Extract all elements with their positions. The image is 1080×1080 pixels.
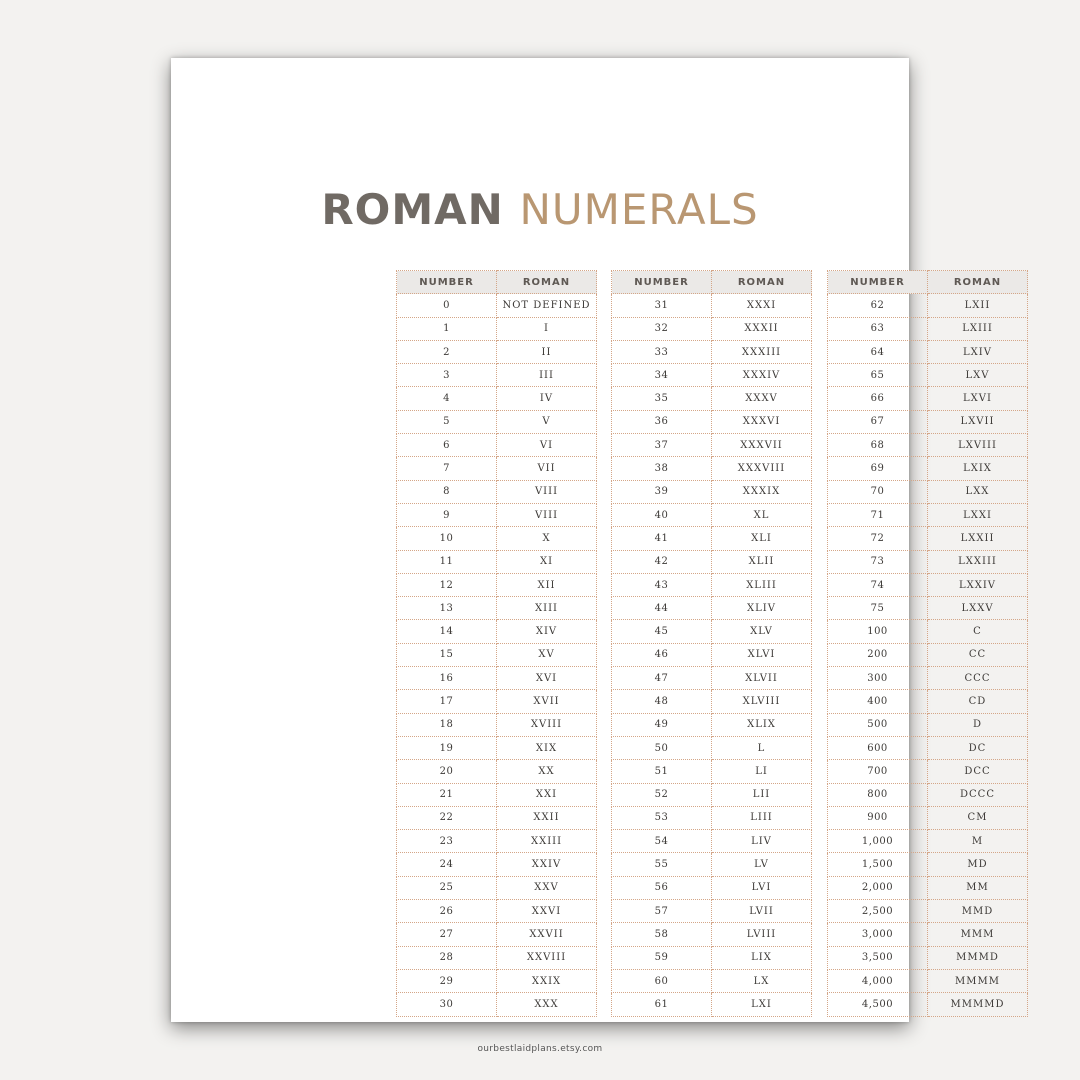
roman-cell: XIV (497, 620, 597, 643)
number-cell: 25 (397, 876, 497, 899)
number-cell: 700 (828, 760, 928, 783)
roman-cell: LXIX (928, 457, 1028, 480)
table-row (397, 900, 597, 923)
roman-cell: XXX (497, 993, 597, 1016)
table-row (397, 503, 597, 526)
table-row (397, 969, 597, 992)
table-row (612, 736, 812, 759)
number-cell: 71 (828, 503, 928, 526)
roman-cell: LIII (712, 806, 812, 829)
number-cell: 59 (612, 946, 712, 969)
number-cell: 39 (612, 480, 712, 503)
table-row (612, 434, 812, 457)
number-cell: 19 (397, 736, 497, 759)
table-row (612, 387, 812, 410)
number-cell: 43 (612, 573, 712, 596)
roman-cell: I (497, 317, 597, 340)
number-cell: 66 (828, 387, 928, 410)
roman-cell: LII (712, 783, 812, 806)
roman-cell: XI (497, 550, 597, 573)
table-row (397, 760, 597, 783)
table-row (612, 713, 812, 736)
number-cell: 20 (397, 760, 497, 783)
number-cell: 38 (612, 457, 712, 480)
roman-cell: MMMM (928, 969, 1028, 992)
roman-cell: XXII (497, 806, 597, 829)
roman-cell: NOT DEFINED (497, 294, 597, 317)
number-cell: 200 (828, 643, 928, 666)
number-cell: 30 (397, 993, 497, 1016)
table-row (612, 457, 812, 480)
numeral-table-3 (827, 270, 1028, 1017)
table-row (612, 969, 812, 992)
number-cell: 2,500 (828, 900, 928, 923)
roman-cell: XXXIX (712, 480, 812, 503)
number-cell: 68 (828, 434, 928, 457)
table-row (828, 783, 1028, 806)
table-row (397, 667, 597, 690)
table-row (612, 550, 812, 573)
number-cell: 50 (612, 736, 712, 759)
roman-cell: II (497, 340, 597, 363)
roman-cell: L (712, 736, 812, 759)
number-cell: 67 (828, 410, 928, 433)
number-cell: 6 (397, 434, 497, 457)
roman-cell: C (928, 620, 1028, 643)
roman-cell: CD (928, 690, 1028, 713)
number-cell: 40 (612, 503, 712, 526)
table-row (612, 900, 812, 923)
roman-cell: XXXVII (712, 434, 812, 457)
table-row (612, 573, 812, 596)
roman-cell: V (497, 410, 597, 433)
roman-cell: MD (928, 853, 1028, 876)
table-row (397, 294, 597, 317)
table-row (828, 480, 1028, 503)
table-row (828, 806, 1028, 829)
table-header-row (397, 271, 597, 294)
table-row (612, 597, 812, 620)
number-cell: 29 (397, 969, 497, 992)
roman-cell: XX (497, 760, 597, 783)
number-cell: 46 (612, 643, 712, 666)
number-cell: 10 (397, 527, 497, 550)
roman-cell: XLIII (712, 573, 812, 596)
roman-cell: IV (497, 387, 597, 410)
table-row (612, 364, 812, 387)
table-row (397, 713, 597, 736)
table-row (612, 340, 812, 363)
table-row (828, 620, 1028, 643)
roman-cell: LIX (712, 946, 812, 969)
roman-cell: LVIII (712, 923, 812, 946)
roman-cell: XIX (497, 736, 597, 759)
table-row (397, 410, 597, 433)
table-row (397, 457, 597, 480)
roman-cell: XLVIII (712, 690, 812, 713)
roman-cell: LXI (712, 993, 812, 1016)
number-cell: 64 (828, 340, 928, 363)
table-row (828, 900, 1028, 923)
table-row (397, 597, 597, 620)
number-cell: 74 (828, 573, 928, 596)
roman-cell: VIII (497, 503, 597, 526)
document-page (171, 58, 1005, 1054)
number-cell: 4,000 (828, 969, 928, 992)
number-cell: 65 (828, 364, 928, 387)
roman-cell: XXXVI (712, 410, 812, 433)
number-cell: 22 (397, 806, 497, 829)
table-row (828, 457, 1028, 480)
number-cell: 800 (828, 783, 928, 806)
number-cell: 31 (612, 294, 712, 317)
roman-cell: XXXVIII (712, 457, 812, 480)
table-row (828, 550, 1028, 573)
roman-cell: XXXV (712, 387, 812, 410)
roman-cell: LXX (928, 480, 1028, 503)
roman-cell: LXXII (928, 527, 1028, 550)
number-column-header: NUMBER (612, 271, 712, 294)
roman-cell: X (497, 527, 597, 550)
number-cell: 53 (612, 806, 712, 829)
roman-cell: MM (928, 876, 1028, 899)
roman-cell: LX (712, 969, 812, 992)
table-row (397, 573, 597, 596)
number-cell: 3 (397, 364, 497, 387)
roman-cell: XXXII (712, 317, 812, 340)
number-cell: 7 (397, 457, 497, 480)
number-cell: 73 (828, 550, 928, 573)
table-row (828, 410, 1028, 433)
table-row (612, 946, 812, 969)
number-cell: 51 (612, 760, 712, 783)
number-cell: 300 (828, 667, 928, 690)
roman-cell: XLV (712, 620, 812, 643)
roman-cell: DC (928, 736, 1028, 759)
number-cell: 1 (397, 317, 497, 340)
number-cell: 49 (612, 713, 712, 736)
table-row (828, 690, 1028, 713)
table-header-row (612, 271, 812, 294)
table-row (397, 876, 597, 899)
table-row (612, 503, 812, 526)
table-row (828, 597, 1028, 620)
table-row (612, 480, 812, 503)
roman-cell: LXXIII (928, 550, 1028, 573)
roman-cell: XIII (497, 597, 597, 620)
number-cell: 500 (828, 713, 928, 736)
table-row (828, 573, 1028, 596)
number-cell: 4,500 (828, 993, 928, 1016)
number-cell: 5 (397, 410, 497, 433)
number-cell: 15 (397, 643, 497, 666)
roman-cell: XXXI (712, 294, 812, 317)
roman-cell: VII (497, 457, 597, 480)
table-row (397, 434, 597, 457)
table-row (828, 830, 1028, 853)
table-row (828, 923, 1028, 946)
table-row (397, 736, 597, 759)
table-row (612, 806, 812, 829)
roman-cell: LVII (712, 900, 812, 923)
table-header-row (828, 271, 1028, 294)
table-row (397, 853, 597, 876)
roman-cell: XLI (712, 527, 812, 550)
number-cell: 600 (828, 736, 928, 759)
number-cell: 37 (612, 434, 712, 457)
roman-cell: LXVIII (928, 434, 1028, 457)
roman-column-header: ROMAN (928, 271, 1028, 294)
table-row (828, 993, 1028, 1016)
roman-cell: LXXI (928, 503, 1028, 526)
table-row (612, 853, 812, 876)
table-row (828, 876, 1028, 899)
number-cell: 70 (828, 480, 928, 503)
number-cell: 16 (397, 667, 497, 690)
roman-cell: XL (712, 503, 812, 526)
numeral-table-2 (611, 270, 812, 1017)
roman-cell: XXI (497, 783, 597, 806)
roman-cell: CC (928, 643, 1028, 666)
number-cell: 75 (828, 597, 928, 620)
table-row (397, 480, 597, 503)
table-row (397, 620, 597, 643)
table-row (612, 830, 812, 853)
table-row (397, 690, 597, 713)
roman-cell: XLVII (712, 667, 812, 690)
roman-cell: LXV (928, 364, 1028, 387)
table-row (828, 294, 1028, 317)
number-cell: 26 (397, 900, 497, 923)
roman-column-header: ROMAN (712, 271, 812, 294)
table-row (828, 643, 1028, 666)
table-row (397, 527, 597, 550)
roman-cell: XXVII (497, 923, 597, 946)
table-row (828, 946, 1028, 969)
number-cell: 47 (612, 667, 712, 690)
number-cell: 60 (612, 969, 712, 992)
number-cell: 34 (612, 364, 712, 387)
number-cell: 3,500 (828, 946, 928, 969)
number-cell: 58 (612, 923, 712, 946)
table-row (828, 387, 1028, 410)
roman-cell: VIII (497, 480, 597, 503)
number-cell: 35 (612, 387, 712, 410)
table-row (828, 969, 1028, 992)
table-row (612, 783, 812, 806)
table-row (612, 527, 812, 550)
roman-cell: LXII (928, 294, 1028, 317)
number-cell: 1,000 (828, 830, 928, 853)
roman-cell: XXIV (497, 853, 597, 876)
roman-cell: XVI (497, 667, 597, 690)
roman-cell: LIV (712, 830, 812, 853)
roman-cell: XLIV (712, 597, 812, 620)
roman-cell: MMMD (928, 946, 1028, 969)
roman-cell: LXVII (928, 410, 1028, 433)
table-row (828, 317, 1028, 340)
number-cell: 72 (828, 527, 928, 550)
roman-cell: LV (712, 853, 812, 876)
number-cell: 2,000 (828, 876, 928, 899)
number-cell: 11 (397, 550, 497, 573)
roman-cell: M (928, 830, 1028, 853)
table-row (828, 340, 1028, 363)
numeral-table-1 (396, 270, 597, 1017)
number-cell: 100 (828, 620, 928, 643)
table-row (828, 434, 1028, 457)
roman-cell: CCC (928, 667, 1028, 690)
number-cell: 36 (612, 410, 712, 433)
roman-cell: XXIII (497, 830, 597, 853)
roman-cell: DCC (928, 760, 1028, 783)
table-row (612, 760, 812, 783)
number-cell: 18 (397, 713, 497, 736)
table-row (397, 946, 597, 969)
roman-cell: XXXIV (712, 364, 812, 387)
roman-cell: LXIII (928, 317, 1028, 340)
table-row (397, 923, 597, 946)
roman-cell: XLII (712, 550, 812, 573)
title-part-roman: ROMAN (321, 185, 504, 234)
footer-url: ourbestlaidplans.etsy.com (477, 1044, 603, 1054)
number-cell: 400 (828, 690, 928, 713)
number-cell: 44 (612, 597, 712, 620)
table-row (612, 643, 812, 666)
number-cell: 3,000 (828, 923, 928, 946)
roman-cell: XXVI (497, 900, 597, 923)
roman-cell: LXXV (928, 597, 1028, 620)
table-row (828, 736, 1028, 759)
table-row (397, 387, 597, 410)
title-part-numerals: NUMERALS (519, 185, 759, 234)
roman-cell: XXV (497, 876, 597, 899)
table-row (612, 410, 812, 433)
number-cell: 57 (612, 900, 712, 923)
table-row (828, 667, 1028, 690)
roman-cell: LVI (712, 876, 812, 899)
number-cell: 1,500 (828, 853, 928, 876)
table-row (397, 783, 597, 806)
roman-cell: LXVI (928, 387, 1028, 410)
roman-cell: MMMMD (928, 993, 1028, 1016)
table-row (828, 760, 1028, 783)
number-cell: 33 (612, 340, 712, 363)
roman-cell: MMD (928, 900, 1028, 923)
number-cell: 54 (612, 830, 712, 853)
roman-cell: VI (497, 434, 597, 457)
number-cell: 23 (397, 830, 497, 853)
table-row (828, 713, 1028, 736)
roman-cell: CM (928, 806, 1028, 829)
table-row (612, 620, 812, 643)
table-row (828, 853, 1028, 876)
roman-cell: XXIX (497, 969, 597, 992)
table-row (397, 317, 597, 340)
number-cell: 55 (612, 853, 712, 876)
number-cell: 21 (397, 783, 497, 806)
roman-cell: XXVIII (497, 946, 597, 969)
number-cell: 14 (397, 620, 497, 643)
number-cell: 41 (612, 527, 712, 550)
table-row (397, 993, 597, 1016)
number-cell: 32 (612, 317, 712, 340)
number-cell: 9 (397, 503, 497, 526)
number-cell: 48 (612, 690, 712, 713)
number-cell: 56 (612, 876, 712, 899)
table-row (828, 527, 1028, 550)
table-row (397, 364, 597, 387)
table-row (612, 667, 812, 690)
number-cell: 69 (828, 457, 928, 480)
table-row (612, 923, 812, 946)
number-cell: 13 (397, 597, 497, 620)
table-row (397, 806, 597, 829)
table-row (828, 503, 1028, 526)
number-cell: 2 (397, 340, 497, 363)
number-column-header: NUMBER (828, 271, 928, 294)
roman-cell: III (497, 364, 597, 387)
number-cell: 27 (397, 923, 497, 946)
number-cell: 63 (828, 317, 928, 340)
roman-cell: XVIII (497, 713, 597, 736)
number-cell: 52 (612, 783, 712, 806)
table-row (612, 294, 812, 317)
number-cell: 0 (397, 294, 497, 317)
roman-cell: LXIV (928, 340, 1028, 363)
number-cell: 62 (828, 294, 928, 317)
number-cell: 28 (397, 946, 497, 969)
number-column-header: NUMBER (397, 271, 497, 294)
table-row (397, 643, 597, 666)
number-cell: 42 (612, 550, 712, 573)
table-row (397, 830, 597, 853)
roman-cell: D (928, 713, 1028, 736)
number-cell: 8 (397, 480, 497, 503)
roman-cell: XV (497, 643, 597, 666)
number-cell: 900 (828, 806, 928, 829)
table-row (612, 690, 812, 713)
roman-column-header: ROMAN (497, 271, 597, 294)
roman-cell: XLIX (712, 713, 812, 736)
number-cell: 4 (397, 387, 497, 410)
table-row (397, 340, 597, 363)
roman-cell: LI (712, 760, 812, 783)
roman-cell: DCCC (928, 783, 1028, 806)
number-cell: 61 (612, 993, 712, 1016)
number-cell: 12 (397, 573, 497, 596)
table-row (397, 550, 597, 573)
page-title (171, 185, 909, 234)
number-cell: 45 (612, 620, 712, 643)
number-cell: 17 (397, 690, 497, 713)
roman-cell: XII (497, 573, 597, 596)
table-row (828, 364, 1028, 387)
roman-cell: XVII (497, 690, 597, 713)
table-row (612, 317, 812, 340)
roman-cell: LXXIV (928, 573, 1028, 596)
table-row (612, 993, 812, 1016)
roman-cell: XLVI (712, 643, 812, 666)
roman-cell: MMM (928, 923, 1028, 946)
roman-cell: XXXIII (712, 340, 812, 363)
number-cell: 24 (397, 853, 497, 876)
table-row (612, 876, 812, 899)
